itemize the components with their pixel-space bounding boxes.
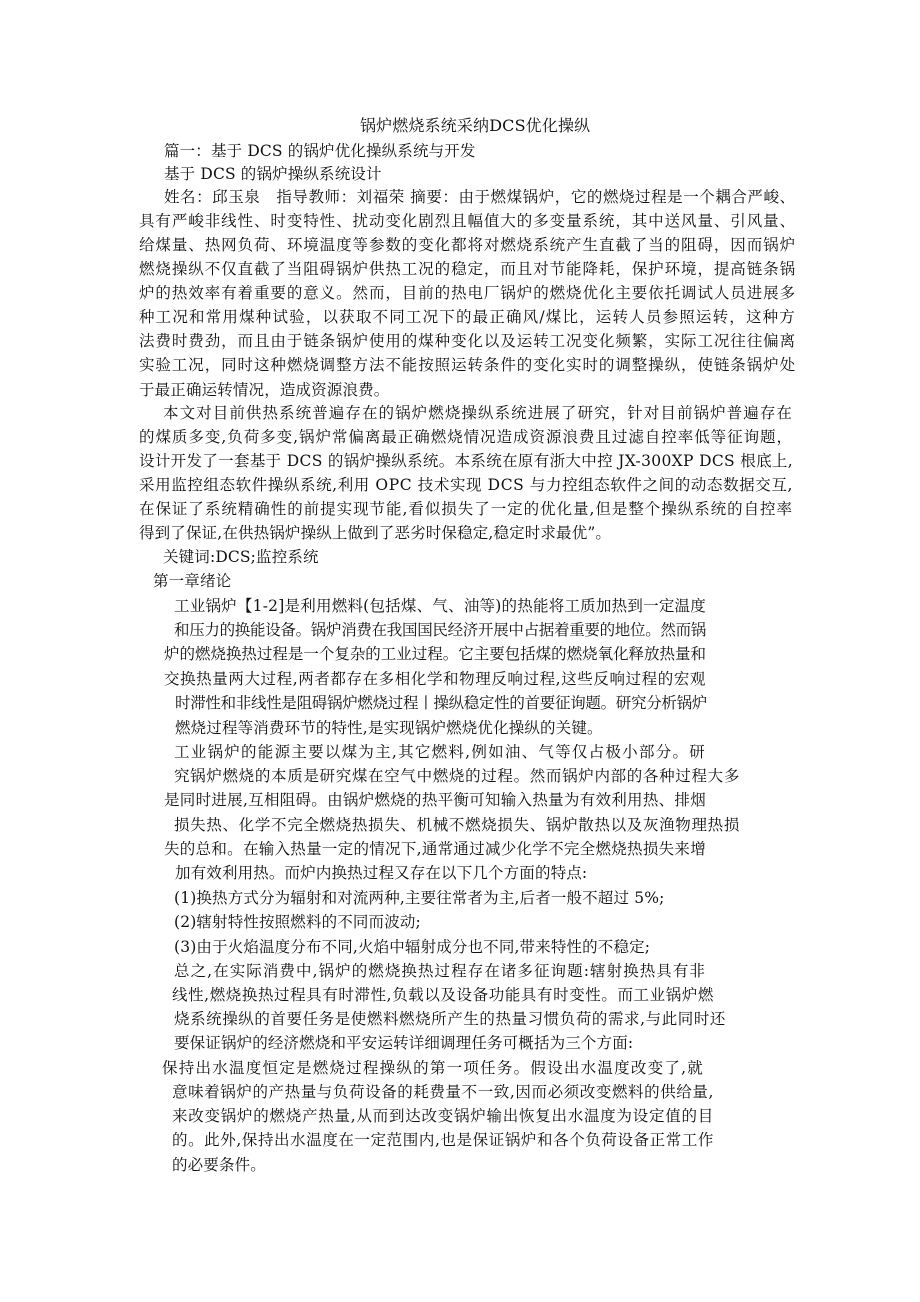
text-line: 关键词:DCS;监控系统 [163,548,319,566]
text-line: 本文对目前供热系统普遍存在的锅炉燃烧操纵系统进展了研究，针对目前锅炉普遍存在 [163,404,793,422]
text-line: 炉的燃烧换热过程是一个复杂的工业过程。它主要包括煤的燃烧氧化释放热量和 [164,645,706,663]
text-line: 的必要条件。 [172,1156,266,1174]
text-line: (2)辖射特性按照燃料的不同而波动; [174,913,421,931]
text-line: 的煤质多变,负荷多变,锅炉常偏离最正确燃烧情况造成资源浪费且过滤自控率低等征询题， [139,428,793,446]
text-line: 总之,在实际消费中,锅炉的燃烧换热过程存在诸多征询题:辖射换热具有非 [174,962,706,980]
text-line: 究锅炉燃烧的本质是研究煤在空气中燃烧的过程。然而锅炉内部的各种过程大多 [174,767,740,785]
text-line: 失的总和。在输入热量一定的情况下,通常通过减少化学不完全燃烧热损失来增 [164,840,706,858]
text-line: 采用监控组态软件操纵系统,利用 OPC 技术实现 DCS 与力控组态软件之间的动态数据交互, [139,476,793,494]
text-line: 法费时费劲，而且由于链条锅炉使用的煤种变化以及运转工况变化频繁，实际工况往往偏离 [139,332,796,350]
text-line: 交换热量两大过程,两者都存在多相化学和物理反响过程,这些反响过程的宏观 [164,670,706,688]
text-line: 得到了保证,在供热锅炉操纵上做到了恶劣时保稳定,稳定时求最优”。 [139,524,612,542]
text-line: 线性,燃烧换热过程具有时滞性,负载以及设备功能具有时变性。而工业锅炉燃 [172,986,714,1004]
text-line: 是同时进展,互相阻碍。由锅炉燃烧的热平衡可知输入热量为有效利用热、排烟 [164,791,706,809]
text-line: 炉的热效率有着重要的意义。然而，目前的热电厂锅炉的燃烧优化主要依托调试人员进展多 [139,284,796,302]
text-line: 设计开发了一套基于 DCS 的锅炉操纵系统。本系统在原有浙大中控 JX-300XP DCS 根底上, [139,452,793,470]
text-line: 加有效利用热。而炉内换热过程又存在以下几个方面的特点: [175,864,588,882]
text-line: 工业锅炉【1-2]是利用燃料(包括煤、气、油等)的热能将工质加热到一定温度 [174,597,706,615]
text-line: 于最正确运转情况，造成资源浪费。 [139,381,390,399]
text-line: 姓名：邱玉泉 指导教师：刘福荣 摘要：由于燃煤锅炉，它的燃烧过程是一个耦合严峻、 [164,188,796,206]
text-line: 实验工况，同时这种燃烧调整方法不能按照运转条件的变化实时的调整操纵，使链条锅炉处 [139,356,796,374]
document-title: 锅炉燃烧系统采纳DCS优化操纵 [360,116,591,135]
text-line: 来改变锅炉的燃烧产热量,从而到达改变锅炉输出恢复出水温度为设定值的目 [172,1107,714,1125]
text-line: 工业锅炉的能源主要以煤为主,其它燃料,例如油、气等仅占极小部分。研 [174,743,706,761]
text-line: (3)由于火焰温度分布不同,火焰中辐射成分也不同,带来特性的不稳定; [174,938,651,956]
text-line: (1)换热方式分为辐射和对流两种,主要往常者为主,后者一般不超过 5%; [174,889,665,907]
text-line: 保持出水温度恒定是燃烧过程操纵的第一项任务。假设出水温度改变了,就 [162,1059,704,1077]
text-line: 篇一：基于 DCS 的锅炉优化操纵系统与开发 [164,142,476,160]
text-line: 要保证锅炉的经济燃烧和平安运转详细调理任务可概括为三个方面: [174,1034,634,1052]
text-line: 时滞性和非线性是阻碍锅炉燃烧过程丨操纵稳定性的首要征询题。研究分析锅炉 [175,694,707,712]
text-line: 燃烧过程等消费环节的特性,是实现锅炉燃烧优化操纵的关键。 [175,719,603,737]
text-line: 第一章绪论 [153,572,232,590]
text-line: 燃烧操纵不仅直截了当阻碍锅炉供热工况的稳定，而且对节能降耗，保护环境，提高链条锅 [139,260,796,278]
text-line: 种工况和常用煤种试验，以获取不同工况下的最正确风/煤比，运转人员参照运转，这种方 [139,308,796,326]
text-line: 具有严峻非线性、时变特性、扰动变化剧烈且幅值大的多变量系统，其中送风量、引风量、 [139,212,796,230]
text-line: 烧系统操纵的首要任务是使燃料燃烧所产生的热量习惯负荷的需求,与此同时还 [174,1010,726,1028]
text-line: 损失热、化学不完全燃烧热损失、机械不燃烧损失、锅炉散热以及灰渔物理热损 [174,816,740,834]
text-line: 的。此外,保持出水温度在一定范围内,也是保证锅炉和各个负荷设备正常工作 [172,1131,714,1149]
text-line: 和压力的换能设备。锅炉消费在我国国民经济开展中占据着重要的地位。然而锅 [174,621,706,639]
text-line: 给煤量、热网负荷、环境温度等参数的变化都将对燃烧系统产生直截了当的阻碍，因而锅炉 [139,236,796,254]
text-line: 意味着锅炉的产热量与负荷设备的耗费量不一致,因而必须改变燃料的供给量, [172,1083,714,1101]
text-line: 在保证了系统精确性的前提实现节能,看似损失了一定的优化量,但是整个操纵系统的自控率 [139,500,793,518]
text-line: 基于 DCS 的锅炉操纵系统设计 [164,165,382,183]
